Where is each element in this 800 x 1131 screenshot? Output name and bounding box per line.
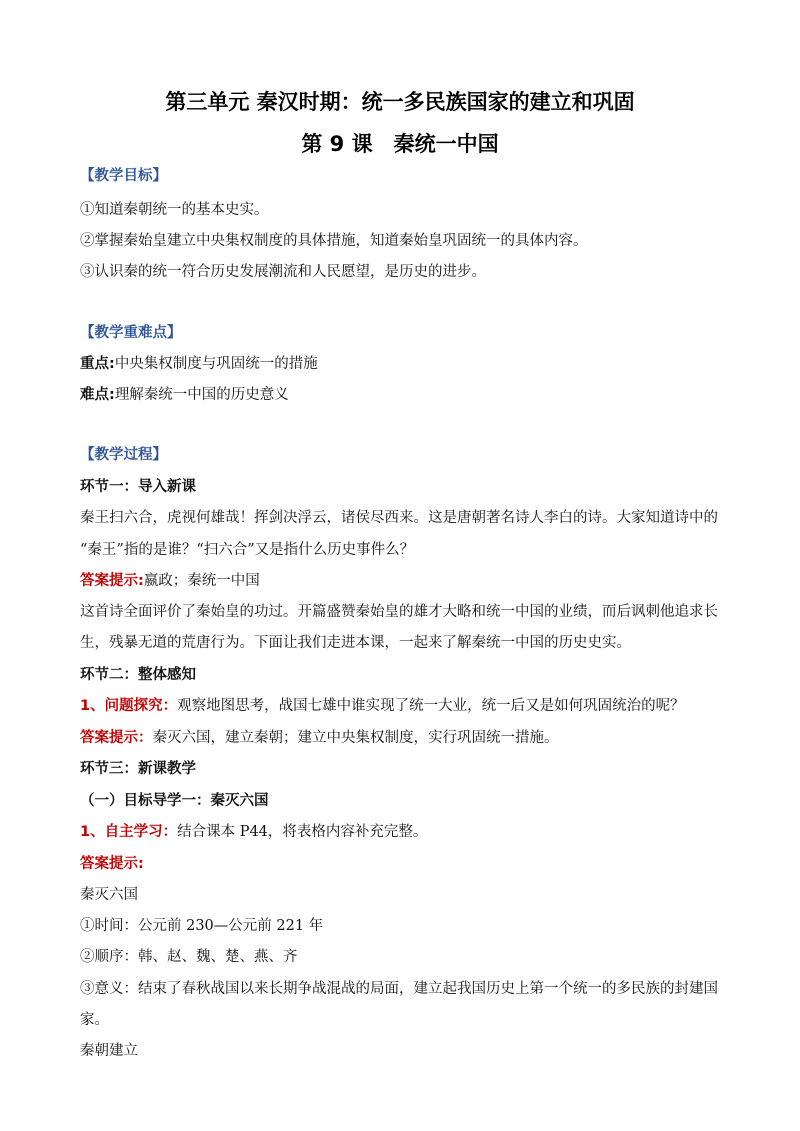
step3-next-title: 秦朝建立 [80,1043,138,1059]
step3-answer-label: 答案提示: [80,856,144,872]
step3-meaning-1: ③意义：结束了春秋战国以来长期争战混战的局面，建立起我国历史上第一个统一的多民族的封建国 [80,981,718,997]
step1-para-4: 生，残暴无道的荒唐行为。下面让我们走进本课，一起来了解秦统一中国的历史史实。 [80,635,631,651]
step1-title: 环节一：导入新课 [80,479,196,495]
difficult-point-text: 理解秦统一中国的历史意义 [114,387,289,403]
unit-title: 第三单元 秦汉时期：统一多民族国家的建立和巩固 [165,90,635,114]
key-point-line [80,354,730,374]
step2-question [80,696,730,716]
step2-question-text: 观察地图思考，战国七雄中谁实现了统一大业，统一后又是如何巩固统治的呢？ [177,698,685,714]
step1-answer [80,571,730,591]
key-point-label: 重点: [80,356,115,372]
difficult-point-label: 难点: [80,387,115,403]
step3-order: ②顺序：韩、赵、魏、楚、燕、齐 [80,949,298,965]
step2-answer-text: 秦灭六国，建立秦朝；建立中央集权制度，实行巩固统一措施。 [152,730,559,746]
key-point-text: 中央集权制度与巩固统一的措施 [114,356,318,372]
key-points-heading: 【教学重难点】 [80,325,182,341]
step3-task-text: 结合课本 P44，将表格内容补充完整。 [177,824,428,840]
goal-item-3: ③认识秦的统一符合历史发展潮流和人民愿望，是历史的进步。 [80,264,486,280]
step2-answer [80,728,730,748]
lesson-title: 第 9 课 秦统一中国 [301,132,499,156]
step3-item-title: 秦灭六国 [80,887,138,903]
step1-answer-text: 嬴政；秦统一中国 [143,573,260,589]
step2-title: 环节二：整体感知 [80,667,196,683]
difficult-point-line [80,385,730,405]
goal-item-2: ②掌握秦始皇建立中央集权制度的具体措施，知道秦始皇巩固统一的具体内容。 [80,233,588,249]
step1-para-2: “秦王”指的是谁？“扫六合”又是指什么历史事件么？ [80,542,415,558]
step3-task-label: 1、自主学习： [80,824,178,840]
step3-meaning-2: 家。 [80,1012,109,1028]
step1-answer-label: 答案提示: [80,573,144,589]
step3-time: ①时间：公元前 230—公元前 221 年 [80,918,324,934]
step1-para-1: 秦王扫六合，虎视何雄哉！挥剑决浮云，诸侯尽西来。这是唐朝著名诗人李白的诗。大家知道诗中的 [80,510,718,526]
step2-question-label: 1、问题探究： [80,698,178,714]
step1-para-3: 这首诗全面评价了秦始皇的功过。开篇盛赞秦始皇的雄才大略和统一中国的业绩，而后讽刺他追求长 [80,604,718,620]
step3-subtitle: （一）目标导学一：秦灭六国 [80,793,269,809]
step3-title: 环节三：新课教学 [80,761,196,777]
step3-task [80,822,730,842]
goals-heading: 【教学目标】 [80,168,167,184]
process-heading: 【教学过程】 [80,447,167,463]
step2-answer-label: 答案提示： [80,730,153,746]
goal-item-1: ①知道秦朝统一的基本史实。 [80,202,269,218]
